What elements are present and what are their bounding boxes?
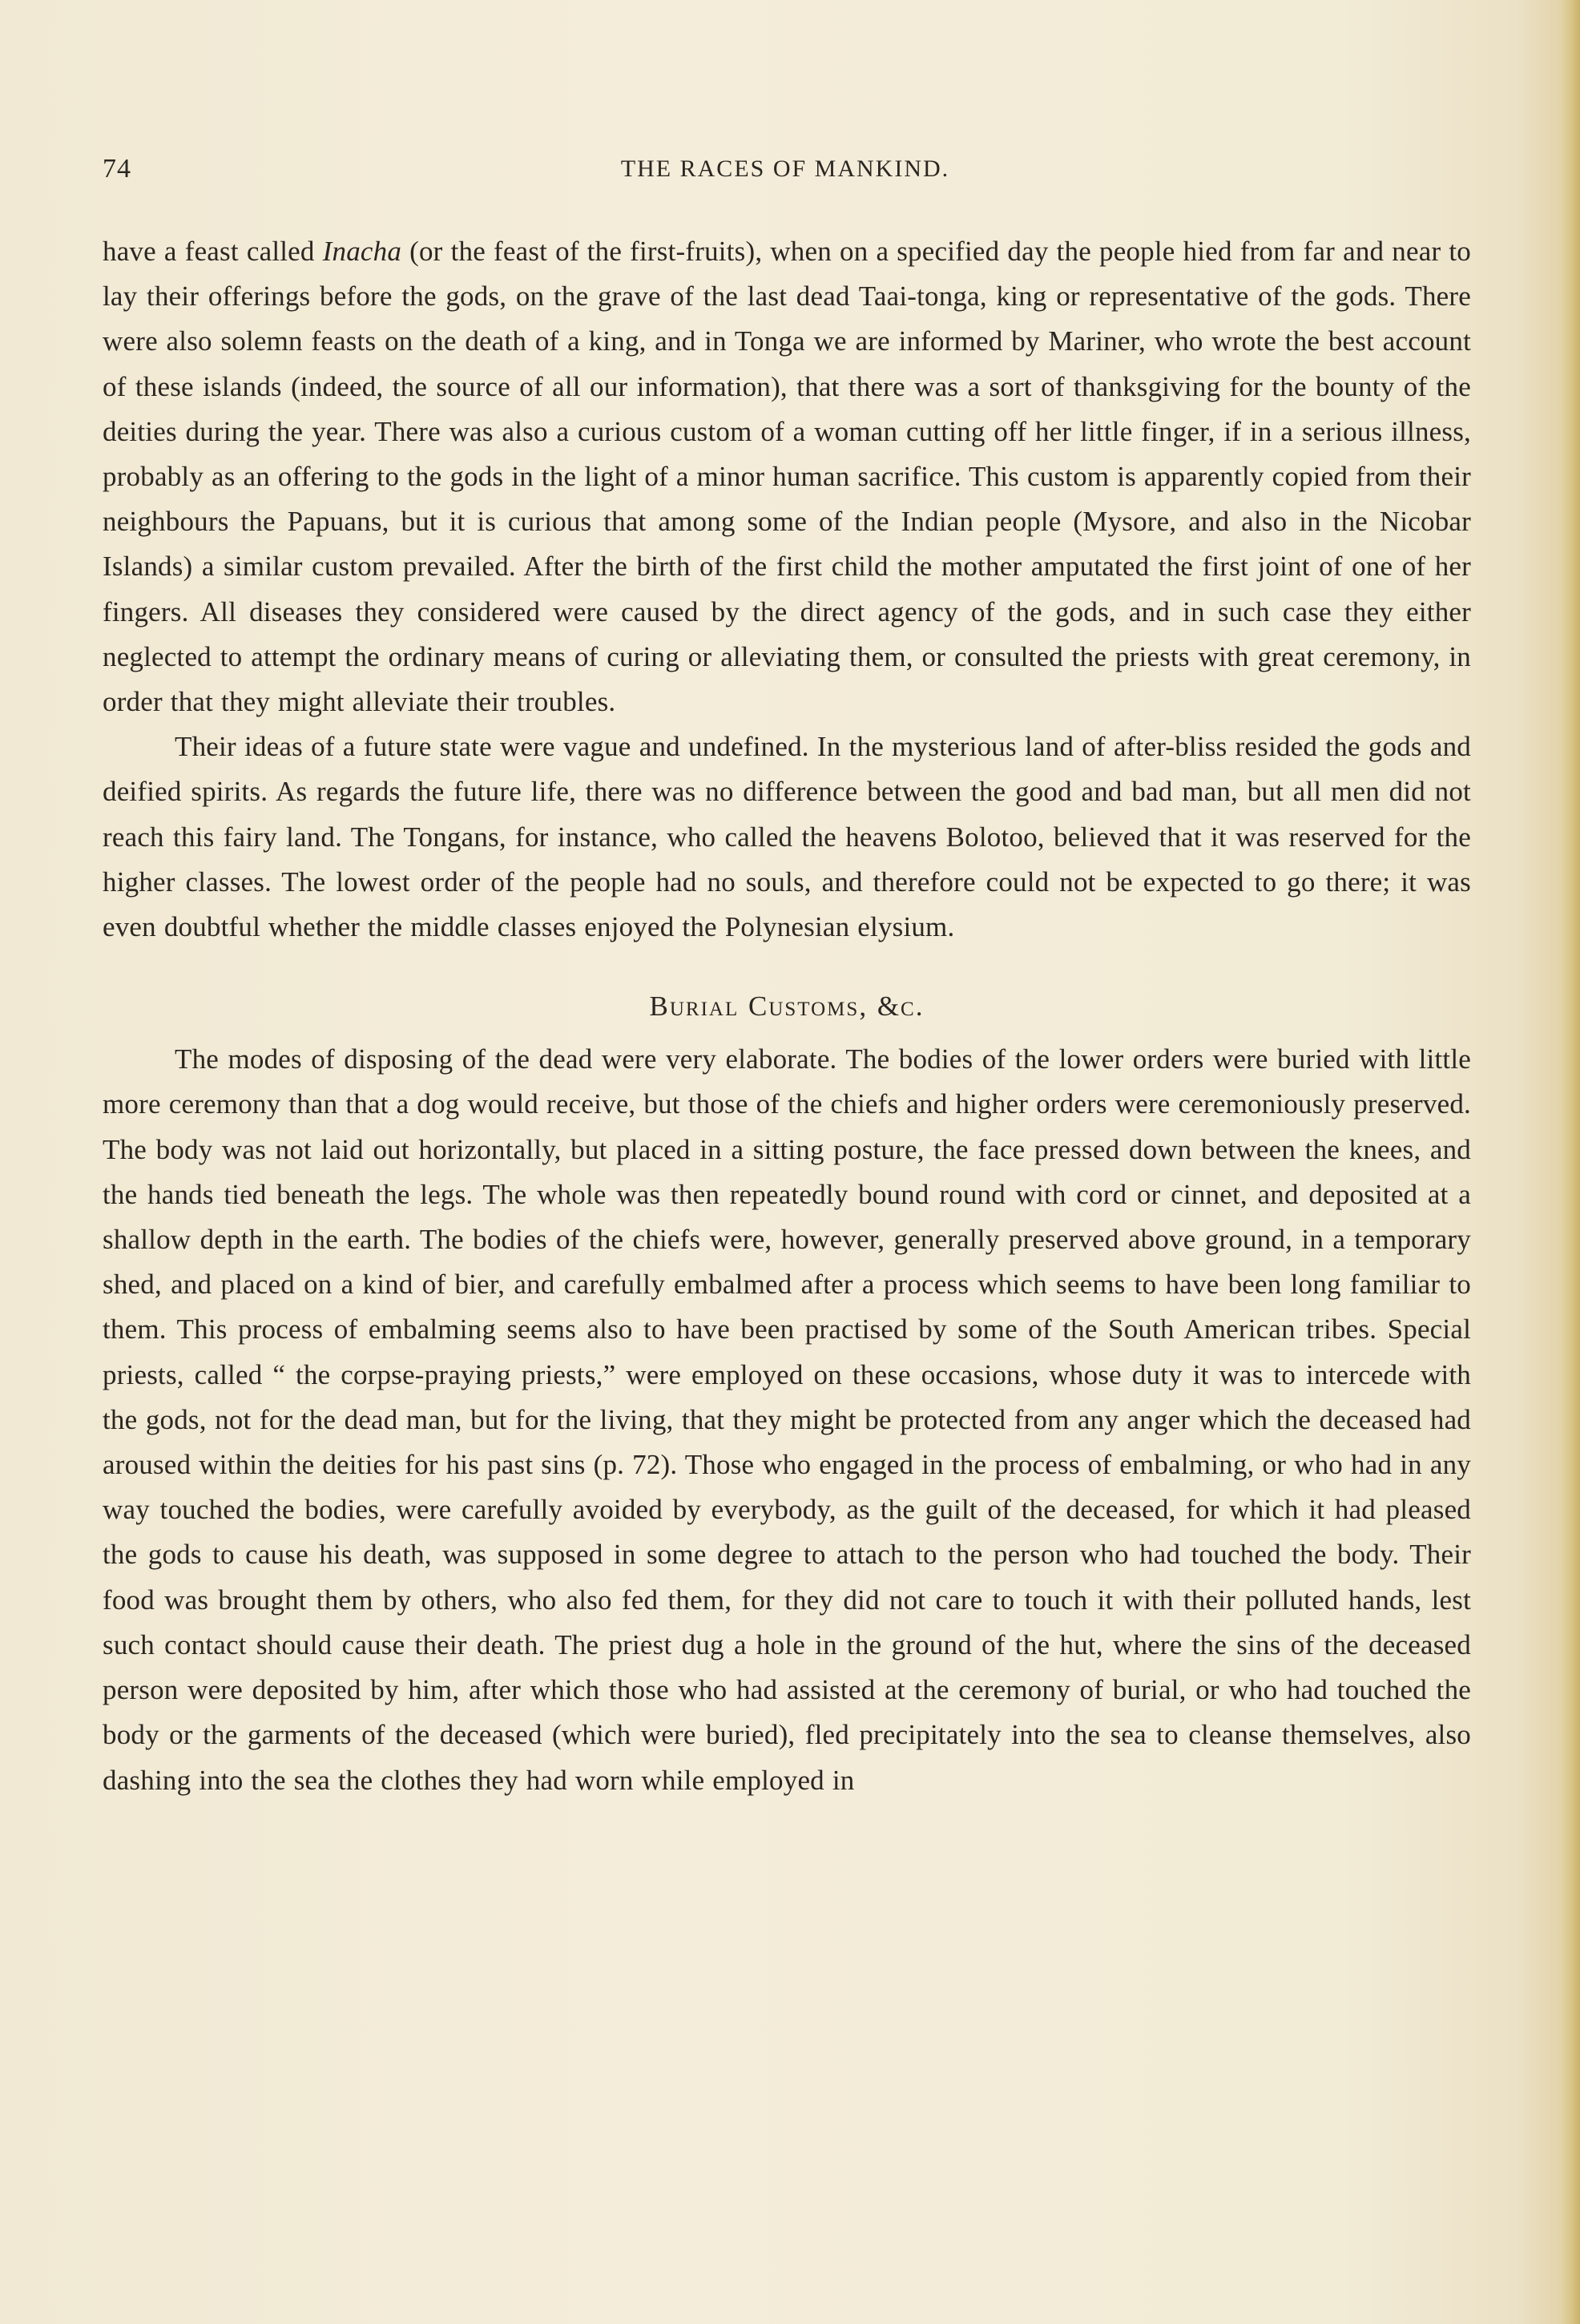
paragraph-1-rest: (or the feast of the first-fruits), when on a specified day the people hied from far and near to lay their offerings before the gods, on the grave of the last dead Taai-tonga, king or representative of the gods. There were also solemn feasts on the death of a king, and in Tonga we are informed by Mariner, who wrote the best account of these islands (indeed, the source of all our information), that there was a sort of thanksgiving for the bounty of the deities during the year. There was also a curious custom of a woman cutting off her little finger, if in a serious illness, probably as an offering to the gods in the light of a minor human sacrifice. This custom is apparently copied from their neighbours the Papuans, but it is curious that among some of the Indian people (Mysore, and also in the Nicobar Islands) a similar custom prevailed. After the birth of the first child the mother amputated the first joint of one of her fingers. All diseases they considered were caused by the direct agency of the gods, and in such case they either neglected to attempt the ordinary means of curing or alleviating them, or consulted the priests with great ceremony, in order that they might alleviate their troubles. <box>103 236 1471 718</box>
paragraph-3: The modes of disposing of the dead were very elaborate. The bodies of the lower orders were buried with little more ceremony than that a dog would receive, but those of the chiefs and higher orders were ceremoniously preserved. The body was not laid out horizontally, but placed in a sitting posture, the face pressed down between the knees, and the hands tied beneath the legs. The whole was then repeatedly bound round with cord or cinnet, and deposited at a shallow depth in the earth. The bodies of the chiefs were, however, generally preserved above ground, in a temporary shed, and placed on a kind of bier, and carefully embalmed after a process which seems to have been long familiar to them. This process of embalming seems also to have been practised by some of the South American tribes. Special priests, called “ the corpse-praying priests,” were employed on these occasions, whose duty it was to intercede with the gods, not for the dead man, but for the living, that they might be protected from any anger which the deceased had aroused within the deities for his past sins (p. 72). Those who engaged in the process of embalming, or who had in any way touched the bodies, were carefully avoided by everybody, as the guilt of the deceased, for which it had pleased the gods to cause his death, was supposed in some degree to attach to the person who had touched the body. Their food was brought them by others, who also fed them, for they did not care to touch it with their polluted hands, lest such contact should cause their death. The priest dug a hole in the ground of the hut, where the sins of the deceased person were deposited by him, after which those who had assisted at the ceremony of burial, or who had touched the body or the garments of the deceased (which were buried), fled precipitately into the sea to cleanse themselves, also dashing into the sea the clothes they had worn while employed in <box>103 1043 1471 1796</box>
paragraph-1 <box>103 229 1471 724</box>
running-head: THE RACES OF MANKIND. <box>620 155 950 182</box>
paragraph-2: Their ideas of a future state were vague and undefined. In the mysterious land of after-bliss resided the gods and deified spirits. As regards the future life, there was no difference between the good and bad man, but all men did not reach this fairy land. The Tongans, for instance, who called the heavens Bolotoo, believed that it was reserved for the higher classes. The lowest order of the people had no souls, and therefore could not be expected to go there; it was even doubtful whether the middle classes enjoyed the Polynesian elysium. <box>103 731 1471 943</box>
page-header <box>103 154 1468 189</box>
inacha-term: Inacha <box>322 236 402 267</box>
section-heading: Burial Customs, &c. <box>649 991 925 1023</box>
page-number: 74 <box>103 154 131 184</box>
page-edge-shading <box>1559 0 1580 2324</box>
paragraph-1-start: have a feast called <box>103 236 323 267</box>
body-text <box>103 229 1471 1803</box>
